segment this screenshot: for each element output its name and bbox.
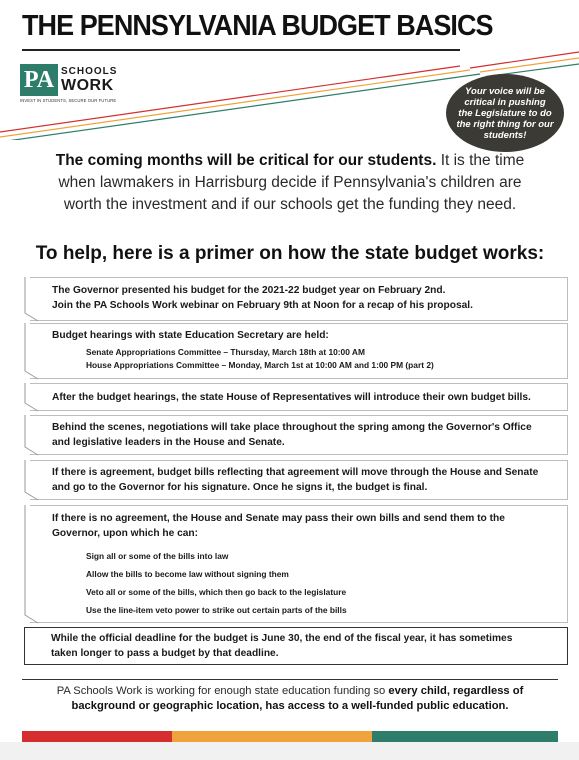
step-4-arrow-icon (24, 415, 40, 461)
footer-divider (22, 679, 558, 680)
step-6 (30, 505, 568, 623)
step-4-line-2: and legislative leaders in the House and Senate. (52, 437, 285, 448)
intro-paragraph (40, 150, 540, 216)
primer-heading: To help, here is a primer on how the state budget works: (35, 243, 545, 264)
step-1 (30, 277, 568, 321)
page-bottom-margin (0, 742, 579, 760)
footer-statement (30, 684, 550, 714)
step-5 (30, 460, 568, 500)
footer-bar-orange (172, 731, 372, 742)
step-2-line-1: Budget hearings with state Education Secretary are held: (52, 330, 329, 341)
step-7 (24, 627, 568, 665)
step-1-line-1: The Governor presented his budget for the 2021-22 budget year on February 2nd. (52, 285, 446, 296)
step-2-sub-1: Senate Appropriations Committee – Thursday, March 18th at 10:00 AM (86, 347, 365, 357)
step-5-line-2: and go to the Governor for his signature. Once he signs it, the budget is final. (52, 482, 428, 493)
footer-bold: every child, regardless of background or geographic location, has access to a well-funded public education. (71, 685, 524, 712)
step-3-line-1: After the budget hearings, the state House of Representatives will introduce their own budget bills. (52, 392, 531, 403)
logo-work-text: WORK (61, 77, 114, 94)
logo-tagline: INVEST IN STUDENTS, SECURE OUR FUTURE (20, 98, 117, 103)
callout-text: Your voice will be critical in pushing the Legislature to do the right thing for our students! (456, 85, 554, 141)
callout-bubble (446, 74, 564, 152)
step-3-arrow-icon (24, 383, 40, 417)
page-title: THE PENNSYLVANIA BUDGET BASICS (22, 10, 493, 42)
step-5-arrow-icon (24, 460, 40, 506)
step-6-option-2: Allow the bills to become law without signing them (86, 569, 289, 579)
step-6-line-2: Governor, upon which he can: (52, 528, 199, 539)
step-7-line-1: While the official deadline for the budget is June 30, the end of the fiscal year, it has sometimes (51, 633, 513, 644)
step-6-line-1: If there is no agreement, the House and Senate may pass their own bills and send them to the (52, 513, 505, 524)
step-6-option-1: Sign all or some of the bills into law (86, 551, 229, 561)
step-7-line-2: taken longer to pass a budget by that deadline. (51, 648, 279, 659)
step-1-line-2: Join the PA Schools Work webinar on February 9th at Noon for a recap of his proposal. (52, 300, 473, 311)
step-2-arrow-icon (24, 323, 40, 385)
step-4 (30, 415, 568, 455)
footer-plain: PA Schools Work is working for enough state education funding so (56, 685, 389, 697)
logo-pa-mark: PA (20, 64, 58, 96)
step-6-option-3: Veto all or some of the bills, which then go back to the legislature (86, 587, 347, 597)
footer-bar-teal (372, 731, 558, 742)
logo-schools-text: SCHOOLS (61, 66, 118, 77)
step-1-arrow-icon (24, 277, 40, 327)
intro-rest: It is the time when lawmakers in Harrisburg decide if Pennsylvania's children are worth the investment and if our schools get the funding they need. (58, 152, 525, 213)
pa-schools-work-logo (20, 64, 122, 104)
step-2 (30, 323, 568, 379)
step-5-line-1: If there is agreement, budget bills reflecting that agreement will move through the House and Senate (52, 467, 539, 478)
step-4-line-1: Behind the scenes, negotiations will take place throughout the spring among the Governor's Office (52, 422, 532, 433)
footer-bar-red (22, 731, 172, 742)
step-3 (30, 383, 568, 411)
intro-bold: The coming months will be critical for our students. (55, 152, 437, 169)
step-6-arrow-icon (24, 505, 40, 629)
step-2-sub-2: House Appropriations Committee – Monday, March 1st at 10:00 AM and 1:00 PM (part 2) (86, 360, 434, 370)
step-6-option-4: Use the line-item veto power to strike out certain parts of the bills (86, 605, 347, 615)
